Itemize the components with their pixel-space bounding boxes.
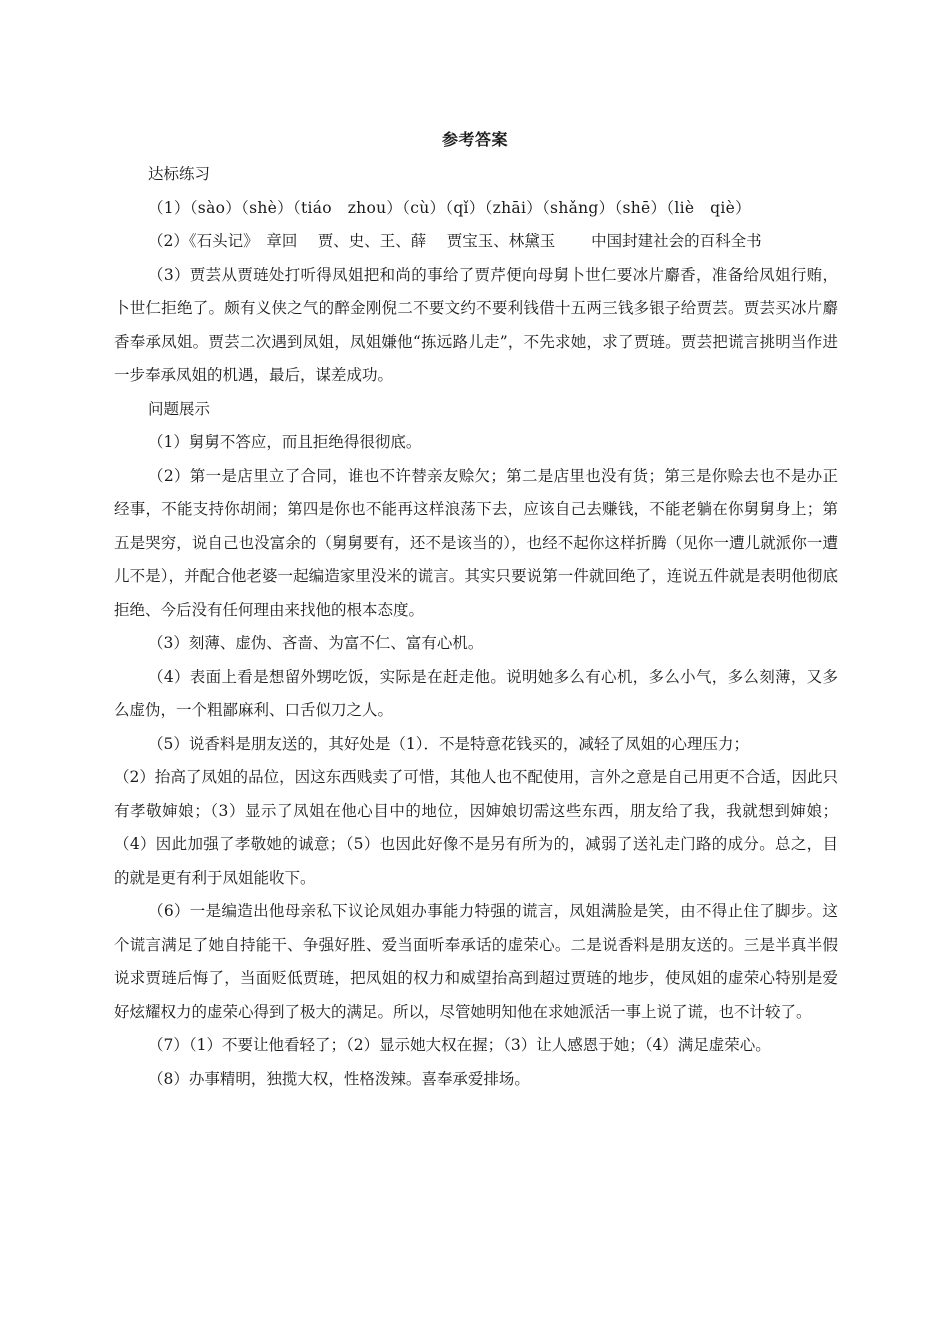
answer-item: （6）一是编造出他母亲私下议论凤姐办事能力特强的谎言，凤姐满脸是笑，由不得止住了脚步。这个谎言满足了她自持能干、争强好胜、爱当面听奉承话的虚荣心。二是说香料是朋友送的。三是半真半假说求贾琏后悔了，当面贬低贾琏，把凤姐的权力和威望抬高到超过贾琏的地步，使凤姐的虚荣心特别是爱好炫耀权力的虚荣心得到了极大的满足。所以，尽管她明知他在求她派活一事上说了谎，也不计较了。 [114, 902, 838, 1021]
answer-item: （1）舅舅不答应，而且拒绝得很彻底。 [148, 433, 422, 451]
answer-item: （5）说香料是朋友送的，其好处是（1）．不是特意花钱买的，减轻了凤姐的心理压力； [148, 734, 749, 753]
answer-item: （8）办事精明，独揽大权，性格泼辣。喜奉承爱排场。 [148, 1069, 530, 1088]
document-body [114, 158, 838, 1096]
section-heading-questions: 问题展示 [148, 399, 211, 418]
answer-item-pinyin: （1）（sào）（shè）（tiáo zhou）（cù）（qǐ）（zhāi）（shǎng）（shē）（liè qiè） [148, 198, 751, 217]
answer-item: （7）（1）不要让他看轻了；（2）显示她大权在握；（3）让人感恩于她；（4）满足虚荣心。 [148, 1036, 771, 1054]
answer-item: （4）表面上看是想留外甥吃饭，实际是在赶走他。说明她多么有心机，多么小气，多么刻薄，又多么虚伪，一个粗鄙麻利、口舌似刀之人。 [114, 667, 838, 719]
answer-item-continued: （2）抬高了凤姐的品位，因这东西贱卖了可惜，其他人也不配使用，言外之意是自己用更不合适，因此只有孝敬婶娘；（3）显示了凤姐在他心目中的地位，因婶娘切需这些东西，朋友给了我，我就想到婶娘；（4）因此加强了孝敬她的诚意；（5）也因此好像不是另有所为的，减弱了送礼走门路的成分。总之，目的就是更有利于凤姐能收下。 [114, 768, 838, 887]
answer-item: （3）贾芸从贾琏处打听得凤姐把和尚的事给了贾芹便向母舅卜世仁要冰片麝香，准备给凤姐行贿，卜世仁拒绝了。颇有义侠之气的醉金刚倪二不要文约不要利钱借十五两三钱多银子给贾芸。贾芸买冰片麝香奉承凤姐。贾芸二次遇到凤姐，凤姐嫌他“拣远路儿走”，不先求她，求了贾琏。贾芸把谎言挑明当作进一步奉承凤姐的机遇，最后，谋差成功。 [114, 265, 838, 384]
answer-item: （2）《石头记》 章回 贾、史、王、薛 贾宝玉、林黛玉 中国封建社会的百科全书 [148, 232, 762, 250]
section-heading-practice: 达标练习 [148, 165, 211, 183]
page-title: 参考答案 [441, 130, 508, 149]
answer-item: （2）第一是店里立了合同，谁也不许替亲友赊欠；第二是店里也没有货；第三是你赊去也不是办正经事，不能支持你胡闹；第四是你也不能再这样浪荡下去，应该自己去赚钱，不能老躺在你舅舅身上；第五是哭穷，说自己也没富余的（舅舅要有，还不是该当的），也经不起你这样折腾（见你一遭儿就派你一遭儿不是），并配合他老婆一起编造家里没米的谎言。其实只要说第一件就回绝了，连说五件就是表明他彻底拒绝、今后没有任何理由来找他的根本态度。 [114, 466, 838, 619]
answer-item: （3）刻薄、虚伪、吝啬、为富不仁、富有心机。 [148, 634, 484, 652]
